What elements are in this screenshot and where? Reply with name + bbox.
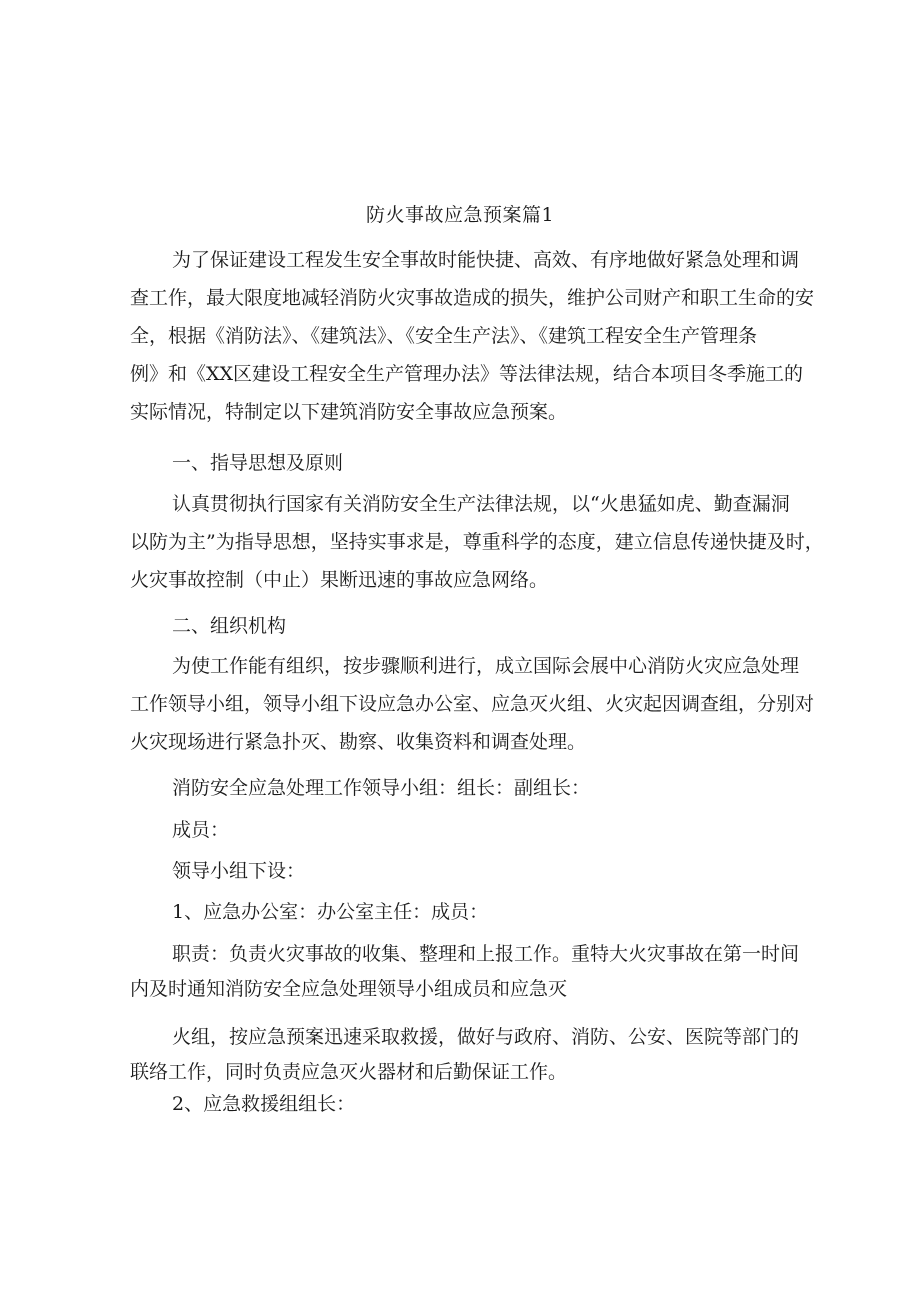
paragraph-line: 全，根据《消防法》、《建筑法》、《安全生产法》、《建筑工程安全生产管理条 bbox=[130, 325, 758, 347]
organization-paragraph bbox=[130, 647, 815, 761]
members-line: 成员： bbox=[172, 819, 230, 841]
paragraph-line: 火组，按应急预案迅速采取救援，做好与政府、消防、公安、医院等部门的 bbox=[172, 1026, 800, 1048]
section-heading-organization: 二、组织机构 bbox=[172, 615, 287, 637]
paragraph-line: 联络工作，同时负责应急灭火器材和后勤保证工作。 bbox=[130, 1061, 568, 1083]
paragraph-line: 火灾事故控制（中止）果断迅速的事故应急网络。 bbox=[130, 569, 549, 591]
paragraph-line: 例》和《XX区建设工程安全生产管理办法》等法律法规，结合本项目冬季施工的 bbox=[130, 363, 804, 385]
paragraph-line: 以防为主”为指导思想，坚持实事求是，尊重科学的态度，建立信息传递快捷及时， bbox=[130, 531, 824, 553]
paragraph-line: 查工作，最大限度地减轻消防火灾事故造成的损失，维护公司财产和职工生命的安 bbox=[130, 287, 815, 309]
paragraph-line: 工作领导小组，领导小组下设应急办公室、应急灭火组、火灾起因调查组，分别对 bbox=[130, 693, 815, 715]
paragraph-line: 为了保证建设工程发生安全事故时能快捷、高效、有序地做好紧急处理和调 bbox=[172, 249, 800, 271]
emergency-office-line: 1、应急办公室：办公室主任：成员： bbox=[172, 901, 489, 923]
subordinate-line: 领导小组下设： bbox=[172, 860, 306, 882]
paragraph-line: 职责：负责火灾事故的收集、整理和上报工作。重特大火灾事故在第一时间 bbox=[172, 943, 800, 965]
leader-group-line: 消防安全应急处理工作领导小组：组长：副组长： bbox=[172, 777, 591, 799]
paragraph-line: 为使工作能有组织，按步骤顺利进行，成立国际会展中心消防火灾应急处理 bbox=[172, 655, 800, 677]
paragraph-line: 认真贯彻执行国家有关消防安全生产法律法规，以“火患猛如虎、勤查漏洞 bbox=[172, 493, 790, 515]
principles-paragraph bbox=[130, 485, 824, 599]
intro-paragraph bbox=[130, 241, 815, 431]
rescue-group-line: 2、应急救援组组长： bbox=[172, 1093, 356, 1115]
paragraph-line: 火灾现场进行紧急扑灭、勘察、收集资料和调查处理。 bbox=[130, 731, 587, 753]
office-duty-paragraph bbox=[130, 937, 800, 1007]
office-duty-continuation bbox=[130, 1020, 800, 1090]
section-heading-guiding-principles: 一、指导思想及原则 bbox=[172, 452, 344, 474]
paragraph-line: 内及时通知消防安全应急处理领导小组成员和应急灭 bbox=[130, 978, 568, 1000]
document-title: 防火事故应急预案篇1 bbox=[365, 204, 555, 226]
paragraph-line: 实际情况，特制定以下建筑消防安全事故应急预案。 bbox=[130, 401, 568, 423]
